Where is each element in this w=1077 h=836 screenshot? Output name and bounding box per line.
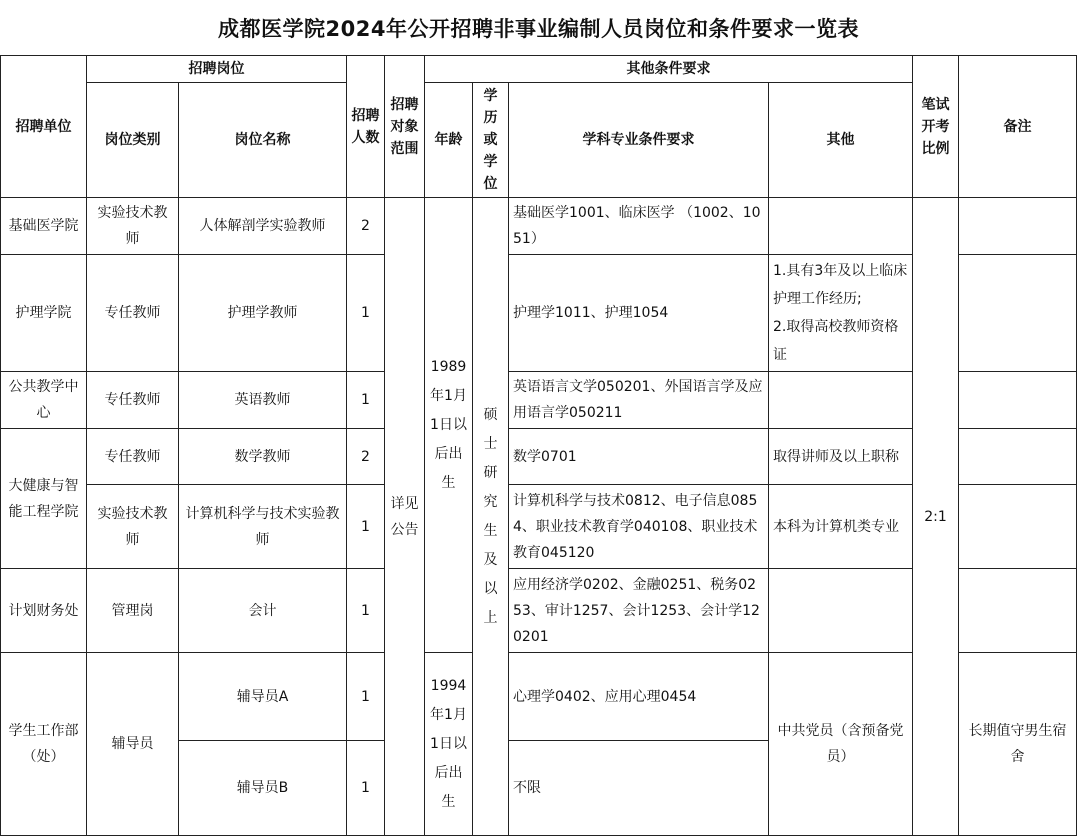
unit-cell: 公共教学中心 xyxy=(1,372,87,429)
major-cell: 计算机科学与技术0812、电子信息0854、职业技术教育学040108、职业技术教育045120 xyxy=(509,485,769,569)
count-cell: 2 xyxy=(347,429,385,485)
post-name-cell: 会计 xyxy=(179,569,347,653)
post-type-cell: 管理岗 xyxy=(87,569,179,653)
post-name-cell: 护理学教师 xyxy=(179,255,347,372)
other-cell: 取得讲师及以上职称 xyxy=(769,429,913,485)
table-row xyxy=(1,198,1077,255)
unit-cell: 计划财务处 xyxy=(1,569,87,653)
header-major: 学科专业条件要求 xyxy=(509,83,769,198)
major-cell: 护理学1011、护理1054 xyxy=(509,255,769,372)
major-cell: 应用经济学0202、金融0251、税务0253、审计1257、会计1253、会计学120201 xyxy=(509,569,769,653)
other-cell: 本科为计算机类专业 xyxy=(769,485,913,569)
post-type-cell: 专任教师 xyxy=(87,372,179,429)
recruitment-table xyxy=(0,55,1077,836)
note-cell xyxy=(959,485,1077,569)
post-name-cell: 计算机科学与技术实验教师 xyxy=(179,485,347,569)
major-cell: 英语语言文学050201、外国语言学及应用语言学050211 xyxy=(509,372,769,429)
major-cell: 心理学0402、应用心理0454 xyxy=(509,653,769,741)
note-cell xyxy=(959,569,1077,653)
header-ratio: 笔试开考比例 xyxy=(913,56,959,198)
other-cell: 中共党员（含预备党员） xyxy=(769,653,913,836)
post-name-cell: 辅导员B xyxy=(179,741,347,836)
count-cell: 2 xyxy=(347,198,385,255)
post-name-cell: 数学教师 xyxy=(179,429,347,485)
note-cell: 长期值守男生宿舍 xyxy=(959,653,1077,836)
note-cell xyxy=(959,255,1077,372)
count-cell: 1 xyxy=(347,372,385,429)
major-cell: 数学0701 xyxy=(509,429,769,485)
header-scope: 招聘对象范围 xyxy=(385,56,425,198)
note-cell xyxy=(959,429,1077,485)
unit-cell: 基础医学院 xyxy=(1,198,87,255)
note-cell xyxy=(959,198,1077,255)
header-unit: 招聘单位 xyxy=(1,56,87,198)
major-cell: 不限 xyxy=(509,741,769,836)
age-cell-1994: 1994年1月1日以后出生 xyxy=(425,653,473,836)
degree-cell: 硕士研究生及以上 xyxy=(473,198,509,836)
post-name-cell: 辅导员A xyxy=(179,653,347,741)
ratio-cell: 2:1 xyxy=(913,198,959,836)
page-title: 成都医学院2024年公开招聘非事业编制人员岗位和条件要求一览表 xyxy=(218,16,859,41)
unit-cell: 大健康与智能工程学院 xyxy=(1,429,87,569)
count-cell: 1 xyxy=(347,255,385,372)
post-type-cell: 专任教师 xyxy=(87,255,179,372)
other-cell xyxy=(769,372,913,429)
age-cell-1989: 1989年1月1日以后出生 xyxy=(425,198,473,653)
post-type-cell: 实验技术教师 xyxy=(87,198,179,255)
header-row-1 xyxy=(1,56,1077,83)
header-age: 年龄 xyxy=(425,83,473,198)
header-degree: 学历或学位 xyxy=(473,83,509,198)
unit-cell: 护理学院 xyxy=(1,255,87,372)
unit-cell: 学生工作部（处） xyxy=(1,653,87,836)
header-post-type: 岗位类别 xyxy=(87,83,179,198)
other-cell: 1.具有3年及以上临床护理工作经历; 2.取得高校教师资格证 xyxy=(769,255,913,372)
post-type-cell: 实验技术教师 xyxy=(87,485,179,569)
header-other-group: 其他条件要求 xyxy=(425,56,913,83)
major-cell: 基础医学1001、临床医学 （1002、1051） xyxy=(509,198,769,255)
header-note: 备注 xyxy=(959,56,1077,198)
count-cell: 1 xyxy=(347,741,385,836)
post-name-cell: 人体解剖学实验教师 xyxy=(179,198,347,255)
note-cell xyxy=(959,372,1077,429)
post-type-cell: 专任教师 xyxy=(87,429,179,485)
count-cell: 1 xyxy=(347,653,385,741)
post-name-cell: 英语教师 xyxy=(179,372,347,429)
scope-cell: 详见公告 xyxy=(385,198,425,836)
count-cell: 1 xyxy=(347,485,385,569)
other-cell xyxy=(769,569,913,653)
header-count: 招聘人数 xyxy=(347,56,385,198)
header-other: 其他 xyxy=(769,83,913,198)
header-post-name: 岗位名称 xyxy=(179,83,347,198)
count-cell: 1 xyxy=(347,569,385,653)
header-post-group: 招聘岗位 xyxy=(87,56,347,83)
post-type-cell: 辅导员 xyxy=(87,653,179,836)
other-cell xyxy=(769,198,913,255)
